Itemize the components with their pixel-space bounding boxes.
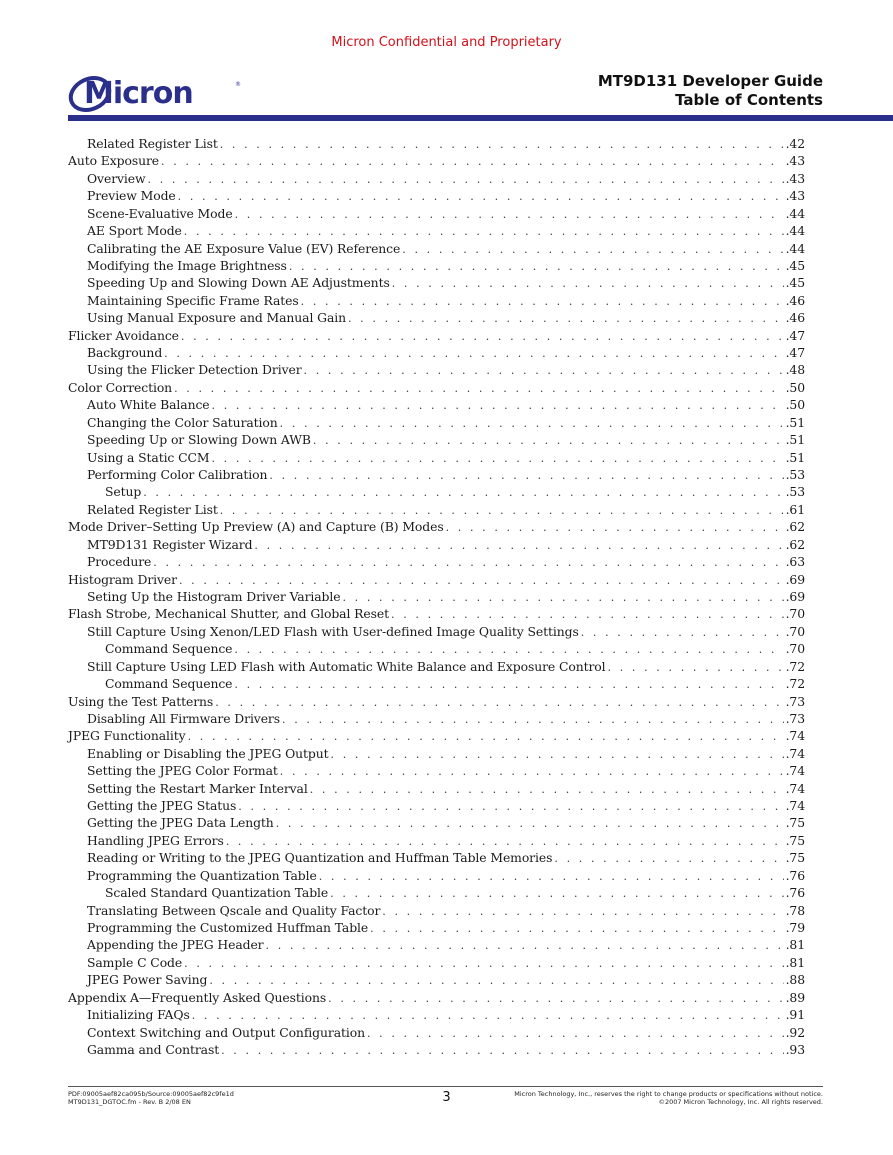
toc-entry-page: .47 bbox=[785, 345, 805, 361]
toc-entry-title: Maintaining Specific Frame Rates bbox=[87, 292, 299, 308]
toc-leader-dots bbox=[402, 243, 783, 256]
toc-leader-dots bbox=[220, 138, 784, 151]
toc-entry-page: .44 bbox=[785, 205, 805, 221]
toc-entry-title: Scene-Evaluative Mode bbox=[87, 205, 233, 221]
toc-entry-title: Getting the JPEG Status bbox=[87, 798, 237, 814]
toc-entry[interactable] bbox=[68, 328, 805, 345]
toc-entry-title: Appending the JPEG Header bbox=[87, 937, 264, 953]
toc-leader-dots bbox=[391, 608, 784, 621]
toc-entry-page: .53 bbox=[785, 467, 805, 483]
toc-entry[interactable] bbox=[68, 903, 805, 920]
toc-entry[interactable] bbox=[68, 990, 805, 1007]
toc-entry-page: .51 bbox=[785, 432, 805, 448]
toc-entry-title: Mode Driver–Setting Up Preview (A) and Capture (B) Modes bbox=[68, 519, 444, 535]
footer-left-line2: MT9D131_DGTOC.fm - Rev. B 2/08 EN bbox=[68, 1098, 191, 1106]
toc-entry-page: .44 bbox=[785, 223, 805, 239]
toc-entry[interactable] bbox=[68, 206, 805, 223]
toc-entry-title: Handling JPEG Errors bbox=[87, 832, 224, 848]
toc-entry-page: .79 bbox=[785, 919, 805, 935]
toc-entry-page: .50 bbox=[785, 379, 805, 395]
toc-entry[interactable] bbox=[68, 659, 805, 676]
toc-entry[interactable] bbox=[68, 694, 805, 711]
toc-leader-dots bbox=[181, 330, 784, 343]
toc-entry[interactable] bbox=[68, 467, 805, 484]
toc-entry-title: Color Correction bbox=[68, 379, 173, 395]
toc-entry[interactable] bbox=[68, 136, 805, 153]
toc-entry-title: Changing the Color Saturation bbox=[87, 414, 278, 430]
toc-entry-page: .70 bbox=[785, 606, 805, 622]
toc-leader-dots bbox=[370, 922, 783, 935]
toc-entry-title: Setup bbox=[105, 484, 142, 500]
toc-leader-dots bbox=[188, 730, 784, 743]
toc-entry-page: .75 bbox=[785, 832, 805, 848]
toc-entry[interactable] bbox=[68, 641, 805, 658]
toc-entry-title: Modifying the Image Brightness bbox=[87, 257, 287, 273]
toc-entry-page: .74 bbox=[785, 780, 805, 796]
toc-leader-dots bbox=[161, 155, 784, 168]
micron-logo bbox=[68, 68, 250, 116]
toc-entry-page: .53 bbox=[785, 484, 805, 500]
toc-leader-dots bbox=[234, 678, 783, 691]
toc-leader-dots bbox=[330, 887, 783, 900]
toc-entry-title: Using the Test Patterns bbox=[68, 693, 214, 709]
toc-entry-page: .75 bbox=[785, 815, 805, 831]
toc-entry[interactable] bbox=[68, 763, 805, 780]
toc-entry-page: .74 bbox=[785, 763, 805, 779]
toc-entry-title: Scaled Standard Quantization Table bbox=[105, 885, 329, 901]
toc-entry[interactable] bbox=[68, 711, 805, 728]
toc-entry-title: Flicker Avoidance bbox=[68, 327, 179, 343]
toc-entry-page: .93 bbox=[785, 1041, 805, 1057]
toc-leader-dots bbox=[289, 260, 784, 273]
toc-entry-page: .62 bbox=[785, 536, 805, 552]
toc-entry-page: .72 bbox=[785, 658, 805, 674]
toc-entry-title: Programming the Quantization Table bbox=[87, 867, 317, 883]
toc-entry-title: Using Manual Exposure and Manual Gain bbox=[87, 310, 346, 326]
toc-leader-dots bbox=[266, 939, 784, 952]
toc-leader-dots bbox=[554, 852, 783, 865]
toc-entry[interactable] bbox=[68, 241, 805, 258]
toc-leader-dots bbox=[143, 486, 783, 499]
toc-entry-title: Flash Strobe, Mechanical Shutter, and Global Reset bbox=[68, 606, 390, 622]
toc-entry-page: .46 bbox=[785, 292, 805, 308]
toc-entry-title: Setting the JPEG Color Format bbox=[87, 763, 278, 779]
toc-entry[interactable] bbox=[68, 781, 805, 798]
toc-entry[interactable] bbox=[68, 415, 805, 432]
toc-entry-title: Sample C Code bbox=[87, 954, 183, 970]
toc-entry[interactable] bbox=[68, 833, 805, 850]
toc-entry[interactable] bbox=[68, 815, 805, 832]
toc-entry-page: .74 bbox=[785, 798, 805, 814]
toc-entry-title: Disabling All Firmware Drivers bbox=[87, 710, 281, 726]
toc-entry[interactable] bbox=[68, 868, 805, 885]
toc-entry-title: Histogram Driver bbox=[68, 571, 177, 587]
toc-entry-page: .76 bbox=[785, 885, 805, 901]
toc-entry-title: Gamma and Contrast bbox=[87, 1041, 220, 1057]
toc-entry[interactable] bbox=[68, 275, 805, 292]
toc-entry[interactable] bbox=[68, 885, 805, 902]
toc-entry[interactable] bbox=[68, 519, 805, 536]
document-title-line1: MT9D131 Developer Guide bbox=[597, 72, 823, 90]
toc-entry-title: Seting Up the Histogram Driver Variable bbox=[87, 588, 341, 604]
toc-entry[interactable] bbox=[68, 432, 805, 449]
toc-entry[interactable] bbox=[68, 955, 805, 972]
toc-entry[interactable] bbox=[68, 258, 805, 275]
toc-entry-title: Setting the Restart Marker Interval bbox=[87, 780, 308, 796]
toc-entry-title: Performing Color Calibration bbox=[87, 467, 268, 483]
toc-entry-title: Enabling or Disabling the JPEG Output bbox=[87, 745, 329, 761]
toc-leader-dots bbox=[382, 905, 783, 918]
toc-leader-dots bbox=[313, 434, 784, 447]
toc-leader-dots bbox=[221, 1044, 783, 1057]
toc-leader-dots bbox=[235, 208, 784, 221]
toc-entry[interactable] bbox=[68, 728, 805, 745]
toc-entry-title: Preview Mode bbox=[87, 188, 176, 204]
toc-entry-title: AE Sport Mode bbox=[87, 223, 182, 239]
toc-entry-page: .74 bbox=[785, 745, 805, 761]
toc-entry-title: Overview bbox=[87, 170, 146, 186]
toc-leader-dots bbox=[184, 957, 783, 970]
toc-entry-title: Initializing FAQs bbox=[87, 1007, 190, 1023]
toc-entry-page: .70 bbox=[785, 641, 805, 657]
toc-entry[interactable] bbox=[68, 1042, 805, 1059]
toc-leader-dots bbox=[254, 539, 783, 552]
toc-entry[interactable] bbox=[68, 972, 805, 989]
toc-leader-dots bbox=[179, 574, 784, 587]
toc-leader-dots bbox=[174, 382, 784, 395]
toc-leader-dots bbox=[367, 1027, 784, 1040]
toc-leader-dots bbox=[212, 399, 784, 412]
toc-entry-title: Speeding Up and Slowing Down AE Adjustments bbox=[87, 275, 390, 291]
toc-leader-dots bbox=[304, 364, 784, 377]
toc-entry[interactable] bbox=[68, 746, 805, 763]
toc-leader-dots bbox=[608, 661, 784, 674]
footer-right-line2: ©2007 Micron Technology, Inc. All rights reserved. bbox=[658, 1098, 823, 1106]
toc-entry-page: .61 bbox=[785, 501, 805, 517]
toc-entry-page: .43 bbox=[785, 153, 805, 169]
table-of-contents bbox=[68, 136, 805, 1059]
toc-leader-dots bbox=[280, 765, 784, 778]
toc-entry[interactable] bbox=[68, 676, 805, 693]
toc-leader-dots bbox=[226, 835, 784, 848]
toc-entry-page: .73 bbox=[785, 693, 805, 709]
toc-entry-title: Calibrating the AE Exposure Value (EV) Reference bbox=[87, 240, 401, 256]
toc-entry[interactable] bbox=[68, 1025, 805, 1042]
toc-entry-page: .51 bbox=[785, 449, 805, 465]
toc-entry[interactable] bbox=[68, 450, 805, 467]
toc-entry-page: .92 bbox=[785, 1024, 805, 1040]
toc-leader-dots bbox=[184, 225, 784, 238]
toc-entry[interactable] bbox=[68, 223, 805, 240]
toc-entry-title: Using the Flicker Detection Driver bbox=[87, 362, 302, 378]
toc-entry[interactable] bbox=[68, 1007, 805, 1024]
toc-leader-dots bbox=[234, 643, 783, 656]
toc-entry[interactable] bbox=[68, 554, 805, 571]
toc-leader-dots bbox=[301, 295, 784, 308]
toc-entry-title: Auto White Balance bbox=[87, 397, 210, 413]
toc-entry[interactable] bbox=[68, 937, 805, 954]
toc-entry[interactable] bbox=[68, 188, 805, 205]
toc-entry-page: .74 bbox=[785, 728, 805, 744]
toc-leader-dots bbox=[280, 417, 784, 430]
toc-leader-dots bbox=[342, 591, 783, 604]
toc-entry-page: .81 bbox=[785, 954, 805, 970]
toc-entry-page: .81 bbox=[785, 937, 805, 953]
toc-entry-title: Context Switching and Output Configuration bbox=[87, 1024, 365, 1040]
toc-entry-title: Background bbox=[87, 345, 163, 361]
toc-entry[interactable] bbox=[68, 484, 805, 501]
toc-entry-page: .42 bbox=[785, 136, 805, 151]
toc-entry[interactable] bbox=[68, 345, 805, 362]
toc-entry-title: Related Register List bbox=[87, 136, 218, 151]
toc-entry-page: .76 bbox=[785, 867, 805, 883]
document-title-line2: Table of Contents bbox=[675, 91, 823, 109]
toc-entry-page: .91 bbox=[785, 1007, 805, 1023]
toc-leader-dots bbox=[164, 347, 783, 360]
toc-entry[interactable] bbox=[68, 153, 805, 170]
toc-entry[interactable] bbox=[68, 397, 805, 414]
toc-entry[interactable] bbox=[68, 171, 805, 188]
toc-entry[interactable] bbox=[68, 537, 805, 554]
toc-entry-page: .72 bbox=[785, 676, 805, 692]
toc-leader-dots bbox=[269, 469, 783, 482]
footer-left-line1: PDF:09005aef82ca095b/Source:09005aef82c9fe1d bbox=[68, 1090, 234, 1098]
toc-entry[interactable] bbox=[68, 572, 805, 589]
toc-leader-dots bbox=[276, 817, 784, 830]
toc-entry[interactable] bbox=[68, 624, 805, 641]
toc-leader-dots bbox=[446, 521, 784, 534]
document-title bbox=[598, 72, 823, 110]
toc-entry-title: Command Sequence bbox=[105, 641, 233, 657]
toc-entry-title: Appendix A—Frequently Asked Questions bbox=[68, 989, 327, 1005]
svg-text:®: ® bbox=[235, 81, 241, 88]
toc-entry-title: Programming the Customized Huffman Table bbox=[87, 919, 369, 935]
toc-entry-title: Command Sequence bbox=[105, 676, 233, 692]
toc-entry[interactable] bbox=[68, 310, 805, 327]
toc-entry-title: JPEG Power Saving bbox=[87, 972, 208, 988]
toc-entry[interactable] bbox=[68, 502, 805, 519]
toc-entry-page: .63 bbox=[785, 554, 805, 570]
toc-leader-dots bbox=[331, 748, 784, 761]
toc-leader-dots bbox=[215, 696, 783, 709]
toc-entry[interactable] bbox=[68, 362, 805, 379]
header-rule bbox=[68, 115, 893, 121]
toc-entry-title: Getting the JPEG Data Length bbox=[87, 815, 274, 831]
toc-leader-dots bbox=[192, 1009, 784, 1022]
toc-entry-title: Still Capture Using LED Flash with Automatic White Balance and Exposure Control bbox=[87, 658, 606, 674]
toc-entry-page: .43 bbox=[785, 170, 805, 186]
confidential-banner: Micron Confidential and Proprietary bbox=[331, 35, 562, 50]
toc-leader-dots bbox=[211, 452, 783, 465]
footer-right-line1: Micron Technology, Inc., reserves the right to change products or specifications without notice. bbox=[514, 1090, 823, 1098]
toc-leader-dots bbox=[581, 626, 784, 639]
toc-leader-dots bbox=[348, 312, 784, 325]
toc-entry-title: Reading or Writing to the JPEG Quantization and Huffman Table Memories bbox=[87, 850, 553, 866]
toc-leader-dots bbox=[392, 277, 784, 290]
toc-leader-dots bbox=[178, 190, 784, 203]
toc-entry-page: .69 bbox=[785, 571, 805, 587]
toc-leader-dots bbox=[238, 800, 783, 813]
toc-entry-page: .62 bbox=[785, 519, 805, 535]
toc-entry-title: Related Register List bbox=[87, 501, 218, 517]
toc-entry-title: Auto Exposure bbox=[68, 153, 160, 169]
page-number: 3 bbox=[442, 1090, 451, 1105]
toc-entry-page: .88 bbox=[785, 972, 805, 988]
toc-entry-page: .47 bbox=[785, 327, 805, 343]
toc-entry-page: .51 bbox=[785, 414, 805, 430]
toc-entry[interactable] bbox=[68, 293, 805, 310]
toc-entry-title: Procedure bbox=[87, 554, 152, 570]
toc-entry-title: Translating Between Qscale and Quality Factor bbox=[87, 902, 381, 918]
toc-entry-title: JPEG Functionality bbox=[68, 728, 186, 744]
toc-leader-dots bbox=[148, 173, 784, 186]
toc-entry-page: .45 bbox=[785, 275, 805, 291]
toc-leader-dots bbox=[282, 713, 784, 726]
toc-entry[interactable] bbox=[68, 606, 805, 623]
toc-entry-page: .50 bbox=[785, 397, 805, 413]
toc-entry-title: Using a Static CCM bbox=[87, 449, 210, 465]
toc-entry[interactable] bbox=[68, 850, 805, 867]
toc-entry[interactable] bbox=[68, 380, 805, 397]
toc-entry-page: .70 bbox=[785, 623, 805, 639]
toc-leader-dots bbox=[319, 870, 784, 883]
toc-leader-dots bbox=[310, 783, 784, 796]
toc-entry-page: .48 bbox=[785, 362, 805, 378]
svg-text:Micron: Micron bbox=[84, 76, 193, 111]
toc-entry-page: .43 bbox=[785, 188, 805, 204]
toc-entry-title: Speeding Up or Slowing Down AWB bbox=[87, 432, 311, 448]
toc-entry[interactable] bbox=[68, 798, 805, 815]
footer-legal bbox=[514, 1090, 823, 1106]
toc-entry-page: .44 bbox=[785, 240, 805, 256]
toc-entry-page: .46 bbox=[785, 310, 805, 326]
toc-entry[interactable] bbox=[68, 920, 805, 937]
toc-entry-page: .73 bbox=[785, 710, 805, 726]
toc-entry-page: .75 bbox=[785, 850, 805, 866]
toc-leader-dots bbox=[220, 504, 784, 517]
toc-entry-title: Still Capture Using Xenon/LED Flash with User-defined Image Quality Settings bbox=[87, 623, 579, 639]
toc-entry-title: MT9D131 Register Wizard bbox=[87, 536, 253, 552]
toc-entry-page: .89 bbox=[785, 989, 805, 1005]
toc-leader-dots bbox=[328, 992, 783, 1005]
toc-entry-page: .78 bbox=[785, 902, 805, 918]
toc-entry-page: .69 bbox=[785, 588, 805, 604]
footer-rule bbox=[68, 1086, 823, 1087]
toc-entry-page: .45 bbox=[785, 257, 805, 273]
toc-leader-dots bbox=[209, 974, 783, 987]
toc-leader-dots bbox=[153, 556, 783, 569]
toc-entry[interactable] bbox=[68, 589, 805, 606]
